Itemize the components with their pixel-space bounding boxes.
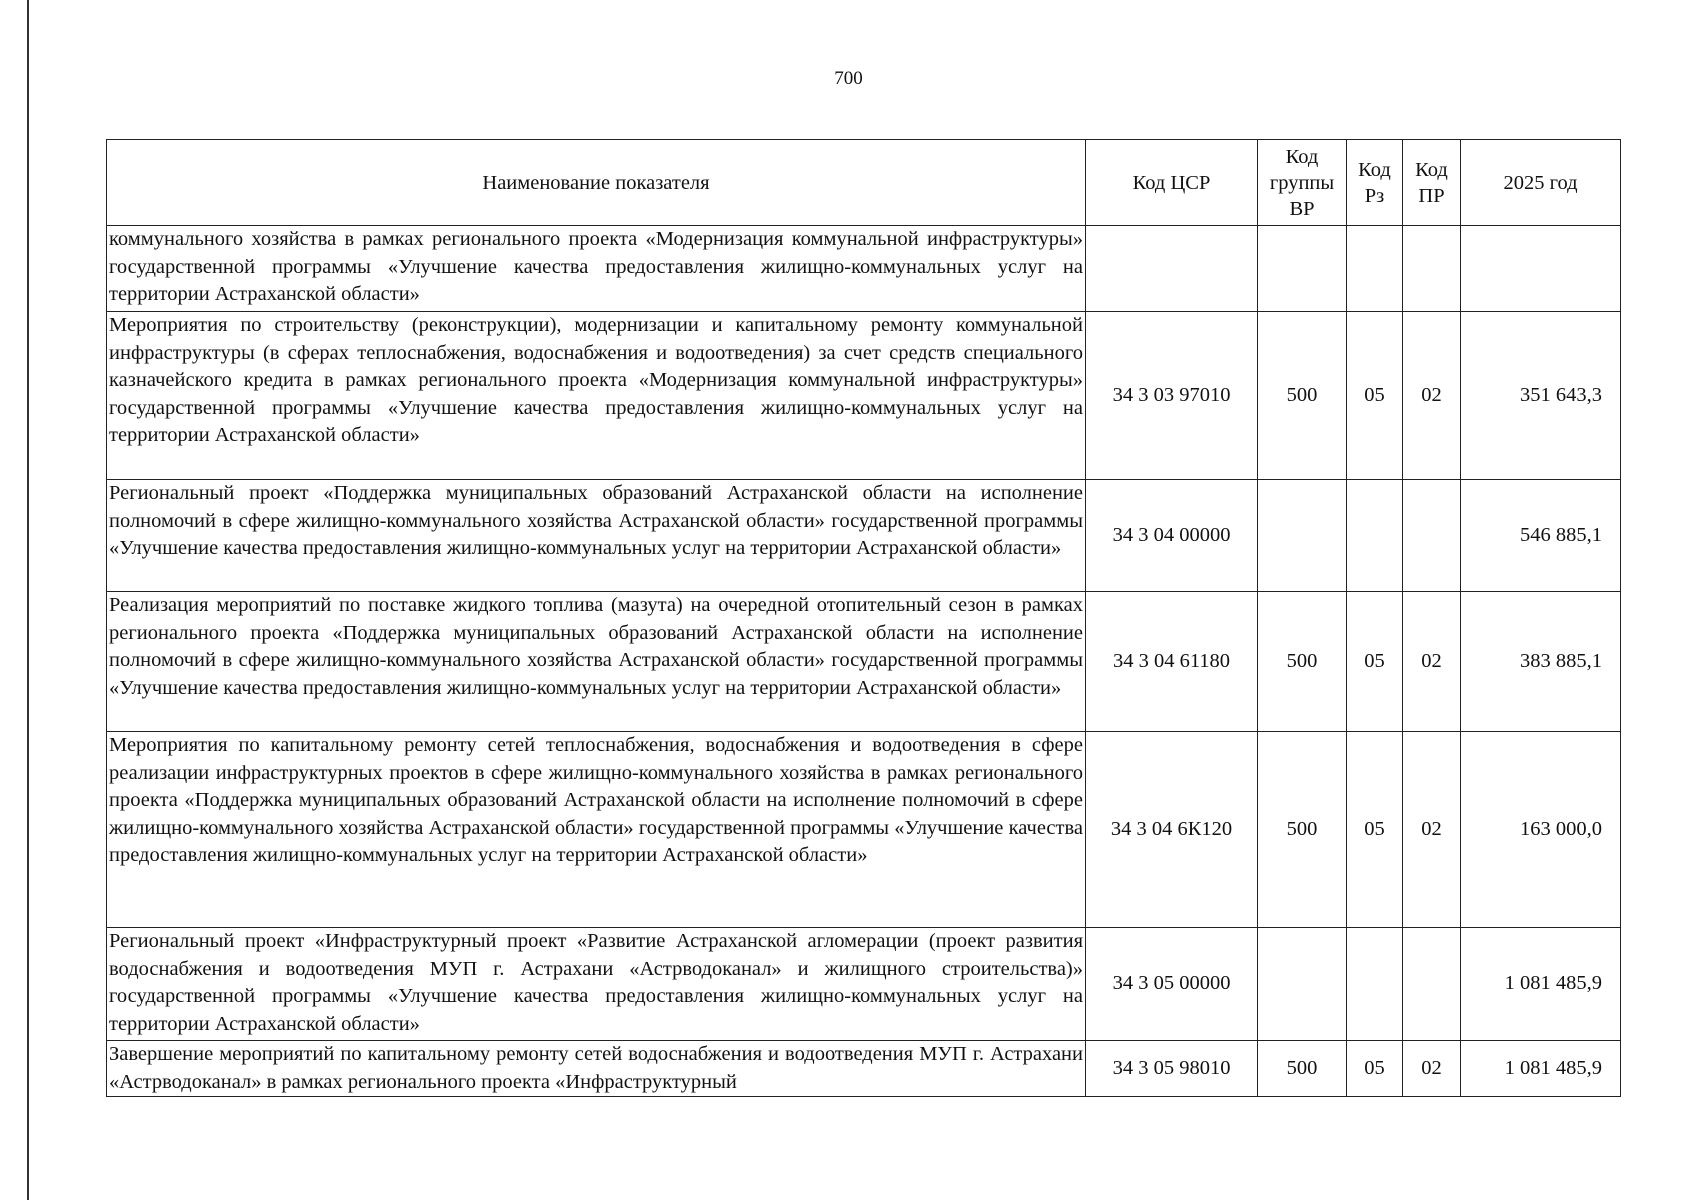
row-vr	[1258, 226, 1347, 312]
row-rz	[1347, 226, 1403, 312]
row-rz: 05	[1347, 1041, 1403, 1097]
row-rz: 05	[1347, 312, 1403, 480]
table-row	[107, 1041, 1621, 1097]
table-row	[107, 592, 1621, 732]
row-csr: 34 3 04 00000	[1086, 480, 1258, 592]
row-pr: 02	[1403, 312, 1461, 480]
row-rz: 05	[1347, 592, 1403, 732]
row-pr	[1403, 928, 1461, 1041]
row-amount: 163 000,0	[1461, 732, 1621, 928]
table-row	[107, 928, 1621, 1041]
row-pr: 02	[1403, 732, 1461, 928]
header-pr: Код ПР	[1403, 140, 1461, 226]
row-pr: 02	[1403, 1041, 1461, 1097]
header-csr: Код ЦСР	[1086, 140, 1258, 226]
row-vr: 500	[1258, 592, 1347, 732]
row-name: Мероприятия по капитальному ремонту сетей теплоснабжения, водоснабжения и водоотведения в сфере реализации инфраструктурных проектов в сфере жилищно-коммунального хозяйства в рамках регионального проекта «Поддержка муниципальных образований Астраханской области на исполнение полномочий в сфере жилищно-коммунального хозяйства Астраханской области» государственной программы «Улучшение качества предоставления жилищно-коммунальных услуг на территории Астраханской области»	[107, 732, 1086, 928]
row-amount: 383 885,1	[1461, 592, 1621, 732]
row-name: Региональный проект «Поддержка муниципальных образований Астраханской области на исполнение полномочий в сфере жилищно-коммунального хозяйства Астраханской области» государственной программы «Улучшение качества предоставления жилищно-коммунальных услуг на территории Астраханской области»	[107, 480, 1086, 592]
row-amount: 546 885,1	[1461, 480, 1621, 592]
budget-table	[106, 139, 1621, 1097]
row-vr	[1258, 480, 1347, 592]
header-vr: Код группы ВР	[1258, 140, 1347, 226]
row-name: Мероприятия по строительству (реконструкции), модернизации и капитальному ремонту коммунальной инфраструктуры (в сферах теплоснабжения, водоснабжения и водоотведения) за счет средств специального казначейского кредита в рамках регионального проекта «Модернизация коммунальной инфраструктуры» государственной программы «Улучшение качества предоставления жилищно-коммунальных услуг на территории Астраханской области»	[107, 312, 1086, 480]
row-rz	[1347, 480, 1403, 592]
row-pr	[1403, 226, 1461, 312]
row-rz: 05	[1347, 732, 1403, 928]
row-csr: 34 3 03 97010	[1086, 312, 1258, 480]
header-rz: Код Рз	[1347, 140, 1403, 226]
row-amount: 1 081 485,9	[1461, 928, 1621, 1041]
row-csr: 34 3 05 00000	[1086, 928, 1258, 1041]
header-year: 2025 год	[1461, 140, 1621, 226]
table-row	[107, 226, 1621, 312]
row-pr: 02	[1403, 592, 1461, 732]
row-csr: 34 3 04 61180	[1086, 592, 1258, 732]
row-vr	[1258, 928, 1347, 1041]
page-edge-line	[27, 0, 29, 1200]
row-csr: 34 3 05 98010	[1086, 1041, 1258, 1097]
row-name: Реализация мероприятий по поставке жидкого топлива (мазута) на очередной отопительный сезон в рамках регионального проекта «Поддержка муниципальных образований Астраханской области на исполнение полномочий в сфере жилищно-коммунального хозяйства Астраханской области» государственной программы «Улучшение качества предоставления жилищно-коммунальных услуг на территории Астраханской области»	[107, 592, 1086, 732]
row-vr: 500	[1258, 1041, 1347, 1097]
row-rz	[1347, 928, 1403, 1041]
row-amount	[1461, 226, 1621, 312]
table-row	[107, 480, 1621, 592]
row-pr	[1403, 480, 1461, 592]
header-name: Наименование показателя	[107, 140, 1086, 226]
row-csr	[1086, 226, 1258, 312]
page-number: 700	[834, 68, 863, 89]
row-name: Завершение мероприятий по капитальному ремонту сетей водоснабжения и водоотведения МУП г. Астрахани «Астрводоканал» в рамках регионального проекта «Инфраструктурный	[107, 1041, 1086, 1097]
row-name: коммунального хозяйства в рамках регионального проекта «Модернизация коммунальной инфраструктуры» государственной программы «Улучшение качества предоставления жилищно-коммунальных услуг на территории Астраханской области»	[107, 226, 1086, 312]
table-row	[107, 732, 1621, 928]
row-vr: 500	[1258, 312, 1347, 480]
row-amount: 1 081 485,9	[1461, 1041, 1621, 1097]
row-name: Региональный проект «Инфраструктурный проект «Развитие Астраханской агломерации (проект развития водоснабжения и водоотведения МУП г. Астрахани «Астрводоканал» и жилищного строительства)» государственной программы «Улучшение качества предоставления жилищно-коммунальных услуг на территории Астраханской области»	[107, 928, 1086, 1041]
table-header-row	[107, 140, 1621, 226]
row-csr: 34 3 04 6К120	[1086, 732, 1258, 928]
row-amount: 351 643,3	[1461, 312, 1621, 480]
row-vr: 500	[1258, 732, 1347, 928]
table-row	[107, 312, 1621, 480]
